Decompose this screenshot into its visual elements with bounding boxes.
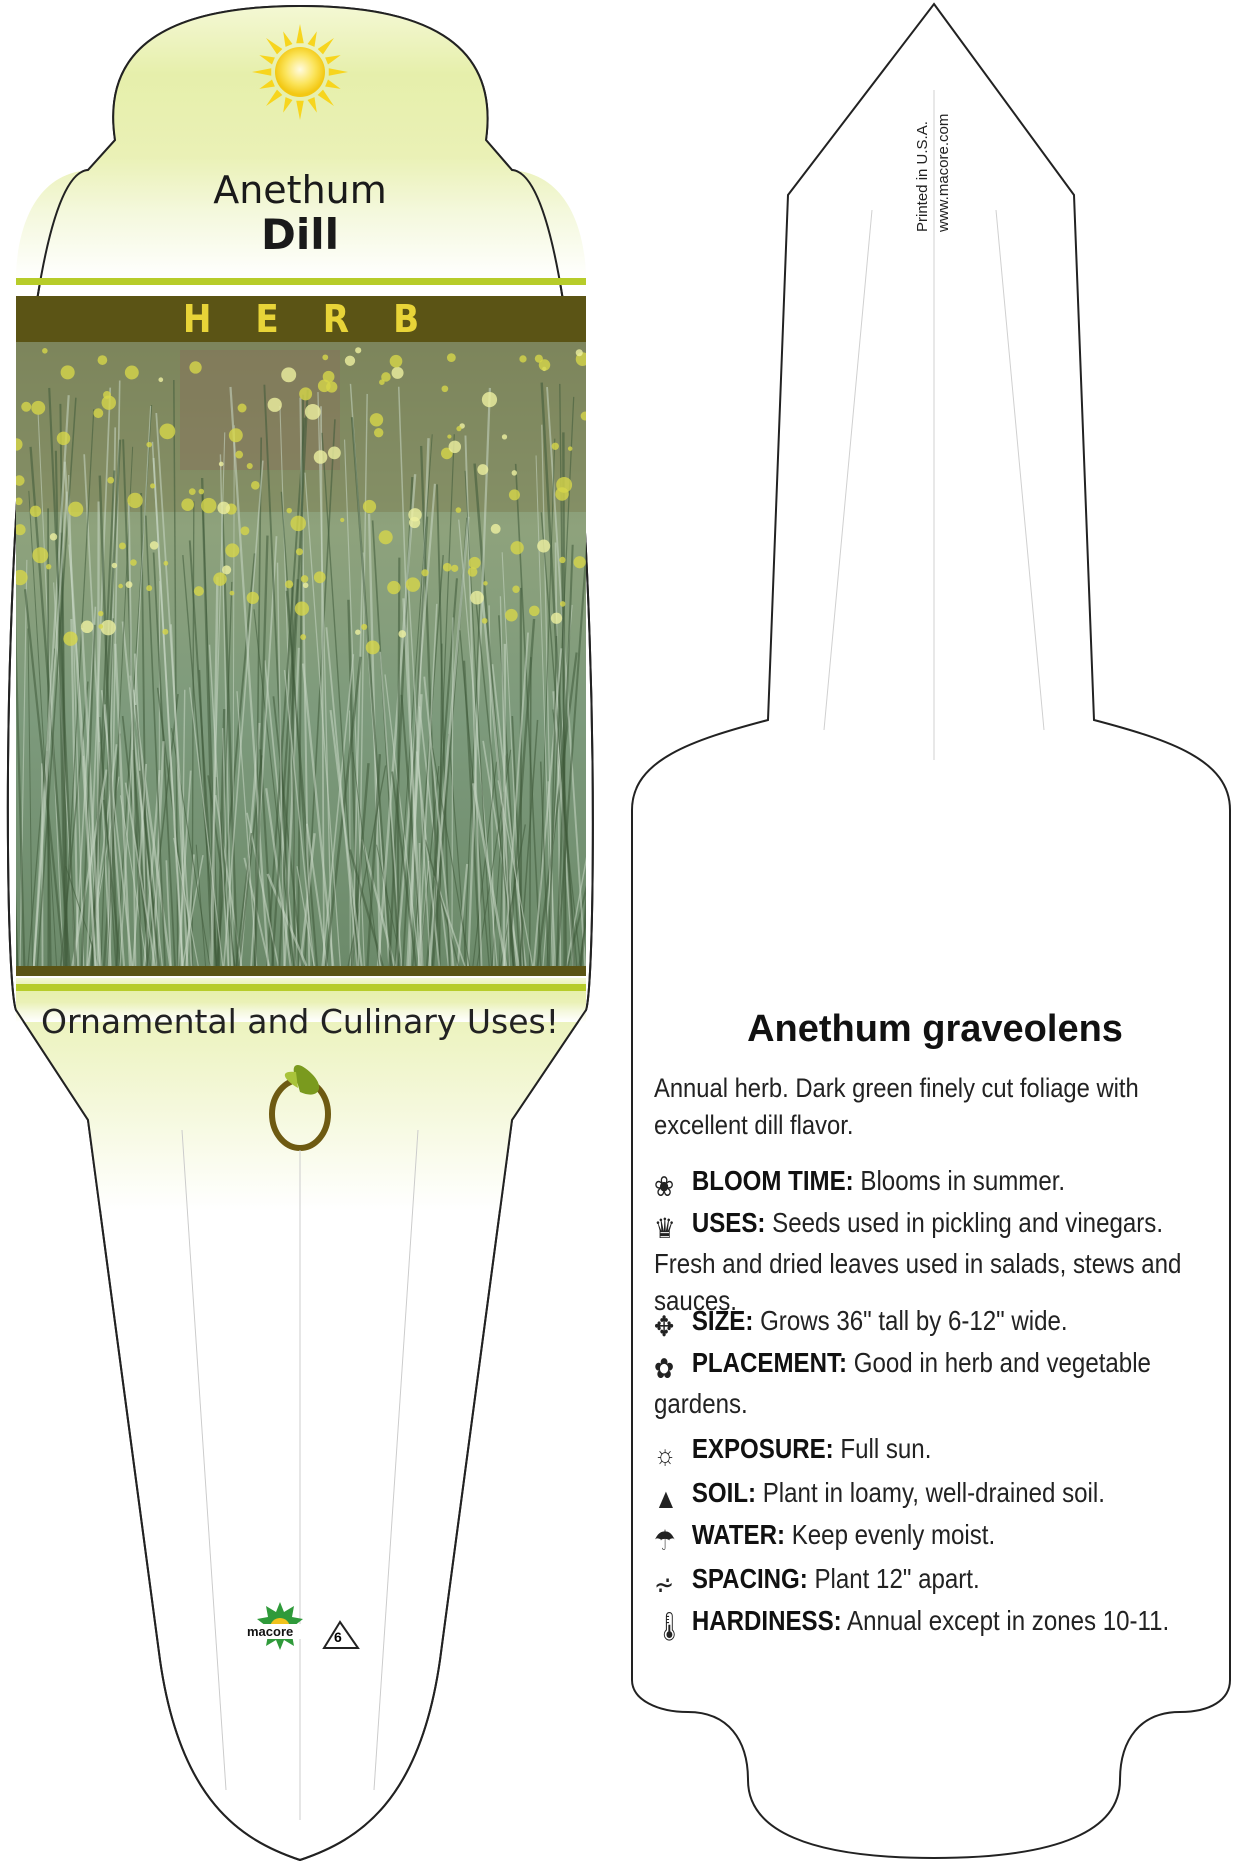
dill-photo xyxy=(2,342,617,966)
attribute-label: EXPOSURE: xyxy=(691,1433,834,1464)
sun-icon xyxy=(252,24,348,120)
spacing-seedlings-icon: ⩫ xyxy=(654,1569,675,1600)
size-arrows-icon: ✥ xyxy=(654,1311,675,1342)
plant-genus: Anethum xyxy=(213,168,387,212)
attribute-text: Plant 12" apart. xyxy=(807,1563,980,1594)
olive-rule-bottom xyxy=(16,966,586,976)
recycle-code: 6 xyxy=(334,1629,342,1645)
attribute-label: SPACING: xyxy=(691,1563,808,1594)
attribute-text: Plant in loamy, well-drained soil. xyxy=(756,1477,1105,1508)
website-label: www.macore.com xyxy=(935,113,952,232)
attribute-placement xyxy=(654,1344,1229,1422)
attribute-hardiness xyxy=(654,1602,1229,1643)
brand-name: macore xyxy=(247,1624,294,1639)
flower-icon: ❀ xyxy=(654,1171,675,1202)
thermometer-icon: 🌡 xyxy=(654,1611,685,1642)
attribute-text: Annual except in zones 10-11. xyxy=(841,1605,1170,1636)
attribute-label: SOIL: xyxy=(691,1477,757,1508)
plant-description: Annual herb. Dark green finely cut foliage with excellent dill flavor. xyxy=(654,1073,1139,1140)
attribute-text: Keep evenly moist. xyxy=(785,1519,996,1550)
front-tag xyxy=(2,6,617,1860)
attribute-water xyxy=(654,1516,1229,1557)
attribute-label: PLACEMENT: xyxy=(691,1347,848,1378)
printed-in-label: Printed in U.S.A. xyxy=(914,121,931,232)
scientific-name: Anethum graveolens xyxy=(747,1008,1123,1050)
soil-icon: ▲ xyxy=(654,1483,678,1514)
sun-outline-icon: ☼ xyxy=(654,1439,677,1470)
attribute-text: Seeds used in pickling and vinegars. Fresh and dried leaves used in salads, stews and sauces. xyxy=(654,1207,1182,1316)
attribute-exposure xyxy=(654,1430,1229,1471)
plant-common-name: Dill xyxy=(260,210,340,259)
category-label: HERB xyxy=(182,297,464,341)
attribute-label: HARDINESS: xyxy=(691,1605,842,1636)
attribute-text: Full sun. xyxy=(833,1433,932,1464)
attribute-label: BLOOM TIME: xyxy=(691,1165,854,1196)
attribute-text: Good in herb and vegetable gardens. xyxy=(654,1347,1151,1419)
placement-plant-icon: ✿ xyxy=(654,1353,675,1384)
attribute-text: Blooms in summer. xyxy=(853,1165,1066,1196)
tagline: Ornamental and Culinary Uses! xyxy=(41,1002,559,1041)
attribute-label: WATER: xyxy=(691,1519,786,1550)
attribute-soil xyxy=(654,1474,1229,1515)
attribute-bloom-time xyxy=(654,1162,1229,1203)
chef-hat-icon: ♛ xyxy=(654,1213,676,1244)
attribute-spacing xyxy=(654,1560,1229,1601)
attribute-label: SIZE: xyxy=(691,1305,754,1336)
attribute-label: USES: xyxy=(691,1207,766,1238)
attribute-size xyxy=(654,1302,1229,1343)
watering-can-icon: ☂ xyxy=(654,1525,676,1556)
attribute-text: Grows 36" tall by 6-12" wide. xyxy=(753,1305,1068,1336)
lime-rule-top xyxy=(16,278,586,285)
lime-rule-bottom xyxy=(16,984,586,991)
